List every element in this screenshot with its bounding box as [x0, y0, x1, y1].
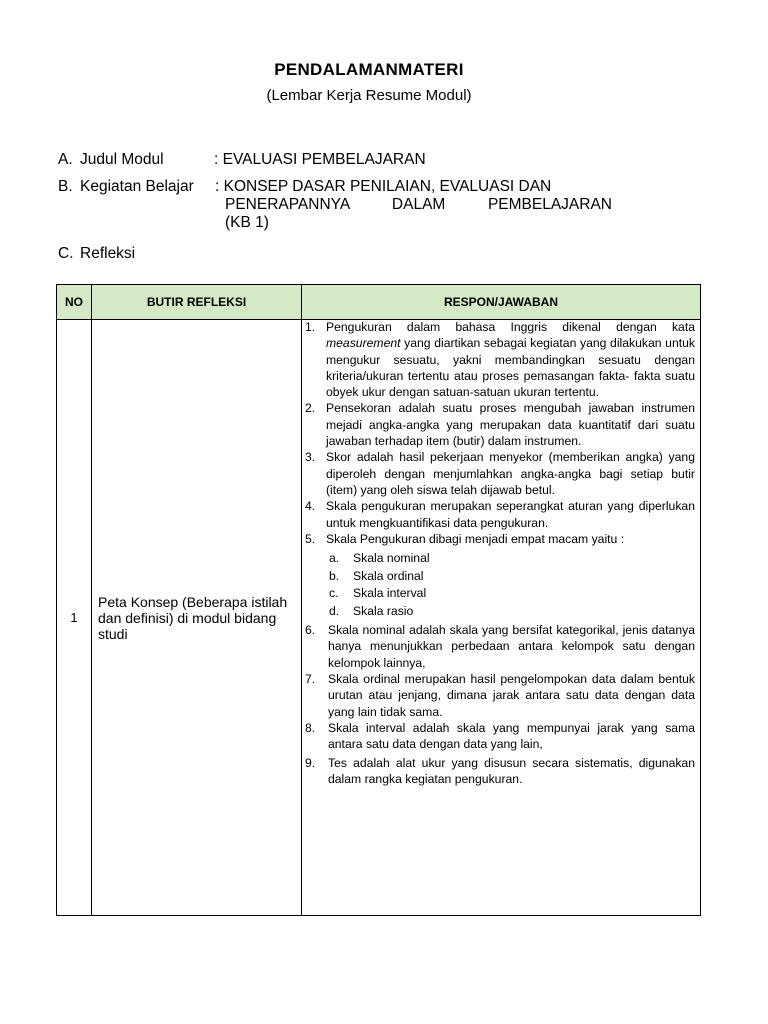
- sub-list-letter: a.: [329, 551, 340, 566]
- module-title-row: [58, 151, 426, 169]
- table-header-row: [57, 285, 701, 320]
- response-cell: [302, 320, 701, 916]
- sub-list-text: Skala ordinal: [353, 568, 424, 583]
- answer-text: Tes adalah alat ukur yang disusun secara sistematis, digunakan dalam rangka kegiatan pengukuran.: [328, 755, 695, 786]
- sub-list-letter: b.: [329, 568, 340, 583]
- learning-activity-label: Kegiatan Belajar: [80, 178, 194, 195]
- answer-text: Skala ordinal merupakan hasil pengelompokan data dalam bentuk urutan atau jenjang, dimana jarak antara satu data dengan data yang lain tidak sama.: [328, 672, 695, 719]
- section-letter-a: A.: [58, 151, 73, 168]
- answer-text-intro: Skala Pengukuran dibagi menjadi empat macam yaitu :: [326, 531, 625, 546]
- list-number: 7.: [305, 672, 316, 687]
- learning-activity-value-line1: KONSEP DASAR PENILAIAN, EVALUASI DAN: [223, 178, 552, 195]
- list-item: [305, 319, 695, 400]
- sub-list-letter: d.: [329, 603, 340, 618]
- answer-list: [305, 319, 695, 787]
- answer-text: Skala pengukuran merupakan seperangkat aturan yang diperlukan untuk mengkuantifikasi data pengukuran.: [326, 499, 695, 530]
- sub-list-letter: c.: [329, 586, 339, 601]
- list-number: 1.: [305, 320, 316, 334]
- list-number: 6.: [305, 623, 316, 638]
- column-header-butir: BUTIR REFLEKSI: [92, 285, 302, 320]
- learning-activity-row: [58, 178, 618, 232]
- list-item: [305, 622, 695, 671]
- answer-text-pre: Pengukuran dalam bahasa Inggris dikenal dengan kata: [326, 320, 695, 334]
- module-title-value: EVALUASI PEMBELAJARAN: [222, 151, 426, 168]
- table-row: [57, 320, 701, 916]
- column-header-no: NO: [57, 285, 92, 320]
- reflection-heading: [58, 245, 135, 263]
- learning-activity-value-line3: (KB 1): [225, 214, 269, 231]
- list-item: [305, 720, 695, 753]
- list-number: 3.: [305, 450, 316, 465]
- list-item: [305, 400, 695, 449]
- answer-text: Skala interval adalah skala yang mempunyai jarak yang sama antara satu data dengan data yang lain,: [328, 720, 695, 752]
- scale-type-list: [326, 550, 695, 620]
- list-item: [305, 531, 695, 622]
- answer-text: [326, 531, 695, 622]
- reflection-item: Peta Konsep (Beberapa istilah dan definisi) di modul bidang studi: [92, 320, 302, 916]
- list-item: [305, 449, 695, 498]
- list-number: 5.: [305, 531, 316, 546]
- list-item: [305, 755, 695, 788]
- row-number: 1: [57, 320, 92, 916]
- list-item: [305, 671, 695, 720]
- list-item: [305, 498, 695, 531]
- sub-list-item: [326, 585, 695, 603]
- page-title: PENDALAMANMATERI: [274, 60, 464, 79]
- section-letter-c: C.: [58, 245, 74, 262]
- learning-activity-value-line2: PENERAPANNYA DALAM PEMBELAJARAN: [225, 196, 612, 213]
- list-number: 2.: [305, 401, 316, 416]
- answer-italic-term: measurement: [326, 336, 401, 351]
- list-number: 9.: [305, 755, 316, 770]
- answer-text: Skala nominal adalah skala yang bersifat kategorikal, jenis datanya hanya menunjukkan perbedaan antara kelompok satu dengan kelompok lainnya,: [328, 623, 695, 670]
- sub-list-item: [326, 603, 695, 621]
- answer-text: Pensekoran adalah suatu proses mengubah jawaban instrumen mejadi angka-angka yang merupakan data kuantitatif dari suatu jawaban terhadap item (butir) dalam instrumen.: [326, 401, 695, 449]
- list-number: 4.: [305, 499, 316, 514]
- reflection-label: Refleksi: [80, 245, 136, 262]
- list-number: 8.: [305, 720, 316, 735]
- answer-text: Skor adalah hasil pekerjaan menyekor (memberikan angka) yang diperoleh dengan menjumlahkan angka-angka bagi setiap butir (item) yang oleh siswa telah dijawab betul.: [326, 450, 695, 497]
- answer-text-post: yang diartikan sebagai kegiatan yang dilakukan untuk mengukur sesuatu, yakni membandingkan sesuatu dengan kriteria/ukuran tertentu atau proses pemasangan fakta- fakta suatu obyek ukur dengan satuan-satuan ukuran tertentu.: [326, 336, 695, 400]
- sub-list-text: Skala rasio: [353, 603, 414, 618]
- page-subtitle: (Lembar Kerja Resume Modul): [266, 87, 472, 104]
- sub-list-item: [326, 550, 695, 568]
- section-letter-b: B.: [58, 178, 73, 195]
- reflection-table: [56, 284, 701, 916]
- learning-activity-separator: :: [215, 178, 220, 195]
- module-title-separator: :: [214, 151, 219, 168]
- answer-text: [326, 319, 695, 400]
- sub-list-text: Skala interval: [353, 586, 427, 601]
- sub-list-item: [326, 568, 695, 586]
- sub-list-text: Skala nominal: [353, 551, 430, 566]
- module-title-label: Judul Modul: [80, 151, 164, 168]
- column-header-respon: RESPON/JAWABAN: [302, 285, 701, 320]
